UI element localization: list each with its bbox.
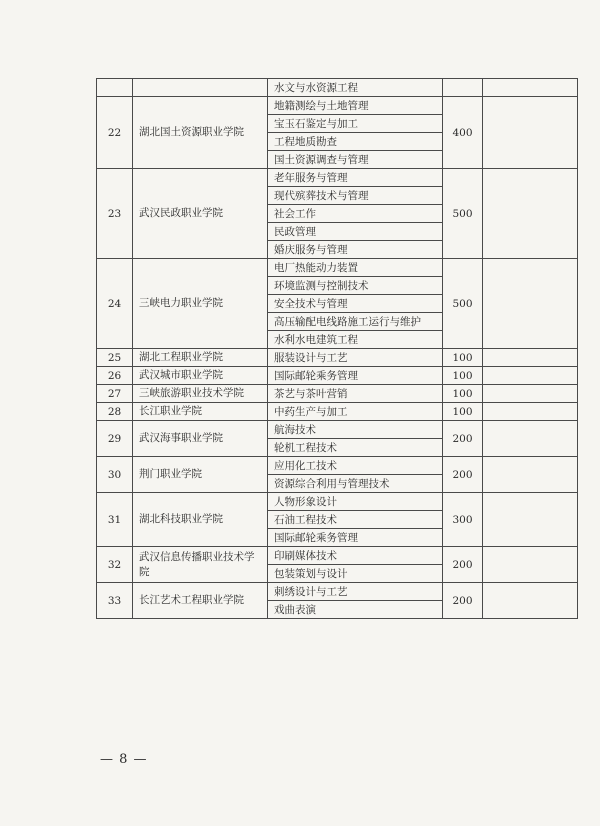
quota-cell: 200 [443,547,483,583]
row-number-cell [97,79,133,97]
remarks-cell [483,457,578,493]
table-row [97,97,578,115]
row-number-cell: 28 [97,403,133,421]
major-cell: 资源综合利用与管理技术 [268,475,443,493]
remarks-cell [483,79,578,97]
row-number-cell: 23 [97,169,133,259]
school-name-cell [133,79,268,97]
quota-cell: 200 [443,457,483,493]
row-number-cell: 24 [97,259,133,349]
remarks-cell [483,97,578,169]
major-cell: 婚庆服务与管理 [268,241,443,259]
table-row [97,421,578,439]
page-number: — 8 — [100,752,148,767]
school-name-cell: 武汉民政职业学院 [133,169,268,259]
quota-cell: 200 [443,421,483,457]
school-name-cell: 长江职业学院 [133,403,268,421]
quota-cell: 100 [443,403,483,421]
quota-cell: 100 [443,367,483,385]
major-cell: 社会工作 [268,205,443,223]
school-name-cell: 武汉海事职业学院 [133,421,268,457]
major-cell: 电厂热能动力装置 [268,259,443,277]
quota-cell: 200 [443,583,483,619]
row-number-cell: 30 [97,457,133,493]
remarks-cell [483,259,578,349]
major-cell: 国土资源调查与管理 [268,151,443,169]
row-number-cell: 26 [97,367,133,385]
quota-cell: 300 [443,493,483,547]
remarks-cell [483,349,578,367]
school-name-cell: 武汉信息传播职业技术学院 [133,547,268,583]
table-row [97,457,578,475]
major-cell: 水利水电建筑工程 [268,331,443,349]
major-cell: 应用化工技术 [268,457,443,475]
major-cell: 中药生产与加工 [268,403,443,421]
major-cell: 戏曲表演 [268,601,443,619]
major-cell: 现代殡葬技术与管理 [268,187,443,205]
row-number-cell: 33 [97,583,133,619]
school-name-cell: 长江艺术工程职业学院 [133,583,268,619]
major-cell: 印刷媒体技术 [268,547,443,565]
quota-cell: 400 [443,97,483,169]
row-number-cell: 22 [97,97,133,169]
row-number-cell: 31 [97,493,133,547]
quota-cell: 100 [443,385,483,403]
table-body [97,79,578,619]
school-name-cell: 武汉城市职业学院 [133,367,268,385]
major-cell: 老年服务与管理 [268,169,443,187]
major-cell: 高压输配电线路施工运行与维护 [268,313,443,331]
table-row [97,403,578,421]
major-cell: 水文与水资源工程 [268,79,443,97]
remarks-cell [483,367,578,385]
table-row [97,367,578,385]
school-name-cell: 湖北国土资源职业学院 [133,97,268,169]
row-number-cell: 25 [97,349,133,367]
major-cell: 安全技术与管理 [268,295,443,313]
table-row [97,385,578,403]
remarks-cell [483,493,578,547]
remarks-cell [483,547,578,583]
remarks-cell [483,403,578,421]
major-cell: 茶艺与茶叶营销 [268,385,443,403]
school-name-cell: 三峡电力职业学院 [133,259,268,349]
major-cell: 轮机工程技术 [268,439,443,457]
major-cell: 服装设计与工艺 [268,349,443,367]
table-row [97,583,578,601]
major-cell: 刺绣设计与工艺 [268,583,443,601]
row-number-cell: 29 [97,421,133,457]
major-cell: 工程地质勘查 [268,133,443,151]
remarks-cell [483,169,578,259]
major-cell: 国际邮轮乘务管理 [268,529,443,547]
quota-cell: 500 [443,259,483,349]
table-row [97,547,578,565]
school-name-cell: 荆门职业学院 [133,457,268,493]
quota-cell: 500 [443,169,483,259]
quota-cell: 100 [443,349,483,367]
school-name-cell: 三峡旅游职业技术学院 [133,385,268,403]
remarks-cell [483,421,578,457]
school-name-cell: 湖北工程职业学院 [133,349,268,367]
quota-cell [443,79,483,97]
major-cell: 民政管理 [268,223,443,241]
remarks-cell [483,583,578,619]
school-name-cell: 湖北科技职业学院 [133,493,268,547]
remarks-cell [483,385,578,403]
major-cell: 人物形象设计 [268,493,443,511]
row-number-cell: 27 [97,385,133,403]
table-row [97,79,578,97]
major-cell: 包装策划与设计 [268,565,443,583]
table-row [97,169,578,187]
major-cell: 航海技术 [268,421,443,439]
major-cell: 宝玉石鉴定与加工 [268,115,443,133]
major-cell: 国际邮轮乘务管理 [268,367,443,385]
table-row [97,493,578,511]
table-row [97,349,578,367]
major-cell: 地籍测绘与土地管理 [268,97,443,115]
table-row [97,259,578,277]
admissions-table [96,78,578,619]
major-cell: 石油工程技术 [268,511,443,529]
row-number-cell: 32 [97,547,133,583]
major-cell: 环境监测与控制技术 [268,277,443,295]
